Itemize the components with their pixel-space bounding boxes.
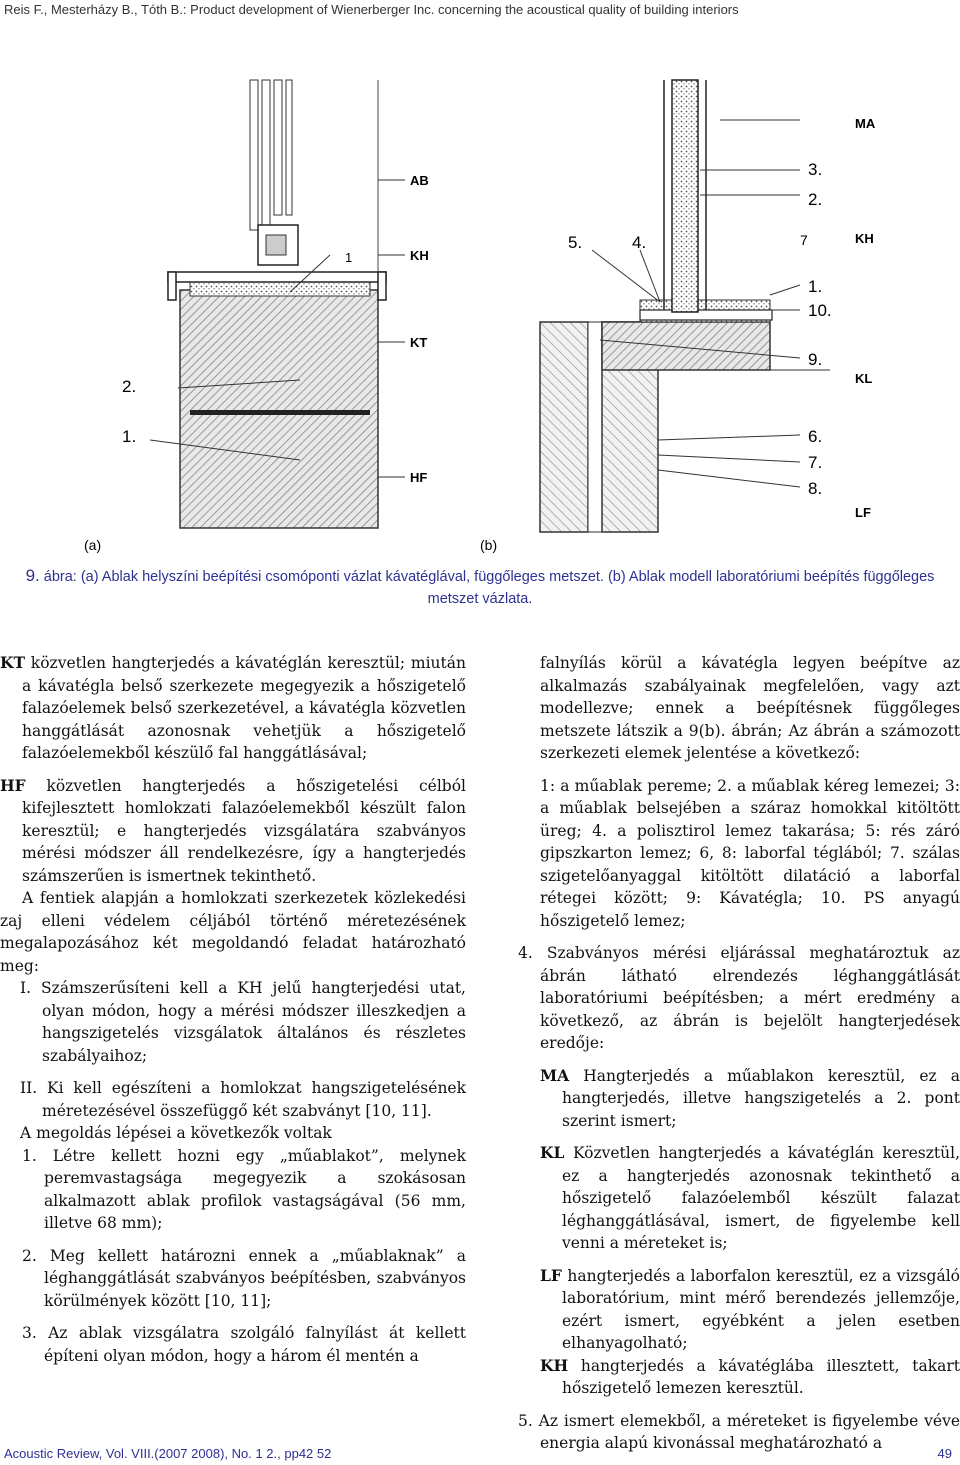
insulation-strip-a <box>190 282 370 296</box>
lf-item <box>540 1265 960 1355</box>
hf-text: közvetlen hangterjedés a hőszigetelési célból kifejlesztett homlokzati falazóelemekből készült falon keresztül; e hangterjedés vizsgálatára szabványos mérési módszer áll rendelkezésre, így a hangterjedés számszerűen is ismertnek tekinthető. <box>22 776 466 885</box>
footer-citation: Acoustic Review, Vol. VIII.(2007 2008), No. 1 2., pp42 52 <box>4 1446 332 1461</box>
label-b-1: 1. <box>808 277 823 296</box>
figure-a <box>122 80 429 528</box>
caption-line1: ábra: (a) Ablak helyszíni beépítési csomóponti vázlat kávatéglával, függőleges metszet. (b) Ablak modell laboratóriumi beépítés függőleges <box>39 569 935 585</box>
label-kl: KL <box>855 371 873 386</box>
sublabel-b: (b) <box>480 537 498 553</box>
left-column <box>0 652 466 1367</box>
label-hf: HF <box>410 470 428 485</box>
kt-text: közvetlen hangterjedés a kávatéglán keresztül; miután a kávatégla belső szerkezete megegyezik a hőszigetelő falazóelemek belső szerkezetével, a kávatégla közvetlen hanggátlását azonosnak vehetjük a hőszigetelő falazóelemekből készülő fal hanggátlásával; <box>22 654 466 762</box>
joint-line-a <box>190 410 370 415</box>
step-3-continued: falnyílás körül a kávatégla legyen beépítve az alkalmazás szabályainak megfelelően, vagy azt modellezve; ennek a beépítésnek függőleges metszete látszik a 9(b). ábrán; Az ábrán a számozott szerkezeti elemek jelentése a következő: <box>540 654 960 762</box>
intro-paragraph: A fentiek alapján a homlokzati szerkezetek közlekedési zaj elleni védelem céljából történő méretezésének megalapozásához két megoldandó feladat határozható meg: <box>0 889 466 975</box>
lab-wall-outer <box>540 322 588 532</box>
label-kh: KH <box>410 248 429 263</box>
caption-number: 9. <box>25 566 40 585</box>
label-b-10: 10. <box>808 301 832 320</box>
figure-b <box>540 80 876 532</box>
page-number: 49 <box>937 1446 952 1461</box>
label-ab: AB <box>410 173 429 188</box>
label-b-7-top: 7 <box>800 232 808 248</box>
label-b-9: 9. <box>808 350 823 369</box>
step-1: 1. Létre kellett hozni egy „műablakot”, melynek peremvastagsága megegyezik a szokásosan alkalmazott ablak profilok vastagságával (56 mm, illetve 68 mm); <box>22 1146 466 1232</box>
label-1: 1. <box>122 427 137 446</box>
label-2: 2. <box>122 377 137 396</box>
hf-item <box>0 775 466 888</box>
step-4: 4. Szabványos mérési eljárással meghatároztuk az ábrán látható elrendezés léghanggátlását laboratóriumi beépítésben; a mért eredmény a következő, az ábrán is bejelölt hangterjedések eredője: <box>518 944 960 1052</box>
kava-brick-b <box>602 322 770 370</box>
ma-term: MA <box>540 1065 570 1085</box>
wall-block-a <box>180 290 378 528</box>
ma-text: Hangterjedés a műablakon keresztül, ez a hangterjedés, illetve hangszigetelés a 2. pont szerint ismert; <box>562 1066 960 1130</box>
kl-text: Közvetlen hangterjedés a kávatéglán keresztül, ez a hangterjedés azonosnak tekinthető a hőszigetelő falazóelemből készült falazat léghanggátlásával, ismert, de figyelembe kell venni a méreteket is; <box>562 1144 960 1252</box>
label-b-4: 4. <box>632 233 647 252</box>
label-b-2: 2. <box>808 190 823 209</box>
label-b-kh: KH <box>855 231 874 246</box>
sill-a <box>168 272 386 282</box>
legend-text: 1: a műablak pereme; 2. a műablak kéreg lemezei; 3: a műablak belsejében a száraz homokkal kitöltött üreg; 4. a polisztirol lemez takarása; 5: rés záró gipszkarton lemez; 6, 8: laborfal téglából; 7. szálas szigetelőanyaggal kitöltött dilatáció a laborfal rétegei között; 9: Kávatégla; 10. PS anyagú hőszigetelő lemez; <box>540 776 960 930</box>
kl-term: KL <box>540 1143 565 1162</box>
label-b-3: 3. <box>808 160 823 179</box>
caption-line2: metszet vázlata. <box>427 591 533 607</box>
hf-term: HF <box>0 775 26 795</box>
label-ma: MA <box>855 116 876 131</box>
label-kt: KT <box>410 335 428 350</box>
lf-term: LF <box>540 1265 562 1285</box>
label-b-5: 5. <box>568 233 583 252</box>
figure-9 <box>0 40 960 560</box>
kl-item <box>540 1142 960 1255</box>
steps-intro: A megoldás lépései a következők voltak <box>20 1124 332 1142</box>
kh-item <box>540 1355 960 1400</box>
label-b-8: 8. <box>808 479 823 498</box>
window-dummy-b <box>672 80 698 312</box>
step-2: 2. Meg kellett határozni ennek a „műablaknak” a léghanggátlását szabványos beépítésben, szabványos körülmények között [10, 11]; <box>22 1246 466 1310</box>
step-3: 3. Az ablak vizsgálatra szolgáló falnyílást át kellett építeni olyan módon, hogy a három él mentén a <box>22 1324 466 1365</box>
kh-text: hangterjedés a kávatéglába illesztett, takart hőszigetelő lemezen keresztül. <box>562 1356 960 1397</box>
ma-item <box>540 1065 960 1133</box>
right-column <box>518 652 960 1455</box>
sublabel-a: (a) <box>84 537 102 553</box>
label-lf: LF <box>855 505 871 520</box>
kt-term: KT <box>0 653 26 672</box>
label-b-7: 7. <box>808 453 823 472</box>
kt-item <box>0 652 466 765</box>
label-1-small: 1 <box>345 250 353 265</box>
lf-text: hangterjedés a laborfalon keresztül, ez a vizsgáló laboratórium, mint mérő berendezés jellemzője, ezért ismert, egyébként a jelen esetben elhanyagolható; <box>561 1266 960 1352</box>
step-5: 5. Az ismert elemekből, a méreteket is figyelembe véve energia alapú kivonással meghatározható a <box>518 1411 960 1452</box>
task-ii: II. Ki kell egészíteni a homlokzat hangszigetelésének méretezésével összefüggő két szabványt [10, 11]. <box>20 1079 466 1120</box>
figure-caption <box>0 565 960 610</box>
label-b-6: 6. <box>808 427 823 446</box>
task-i: I. Számszerűsíteni kell a KH jelű hangterjedési utat, olyan módon, hogy a mérési módszer illeszkedjen a hangszigetelés vizsgálatok általános és részletes szabályaihoz; <box>20 979 466 1065</box>
running-header: Reis F., Mesterházy B., Tóth B.: Product development of Wienerberger Inc. concerning the acoustical quality of building interiors <box>4 2 739 17</box>
kh-term: KH <box>540 1355 569 1375</box>
